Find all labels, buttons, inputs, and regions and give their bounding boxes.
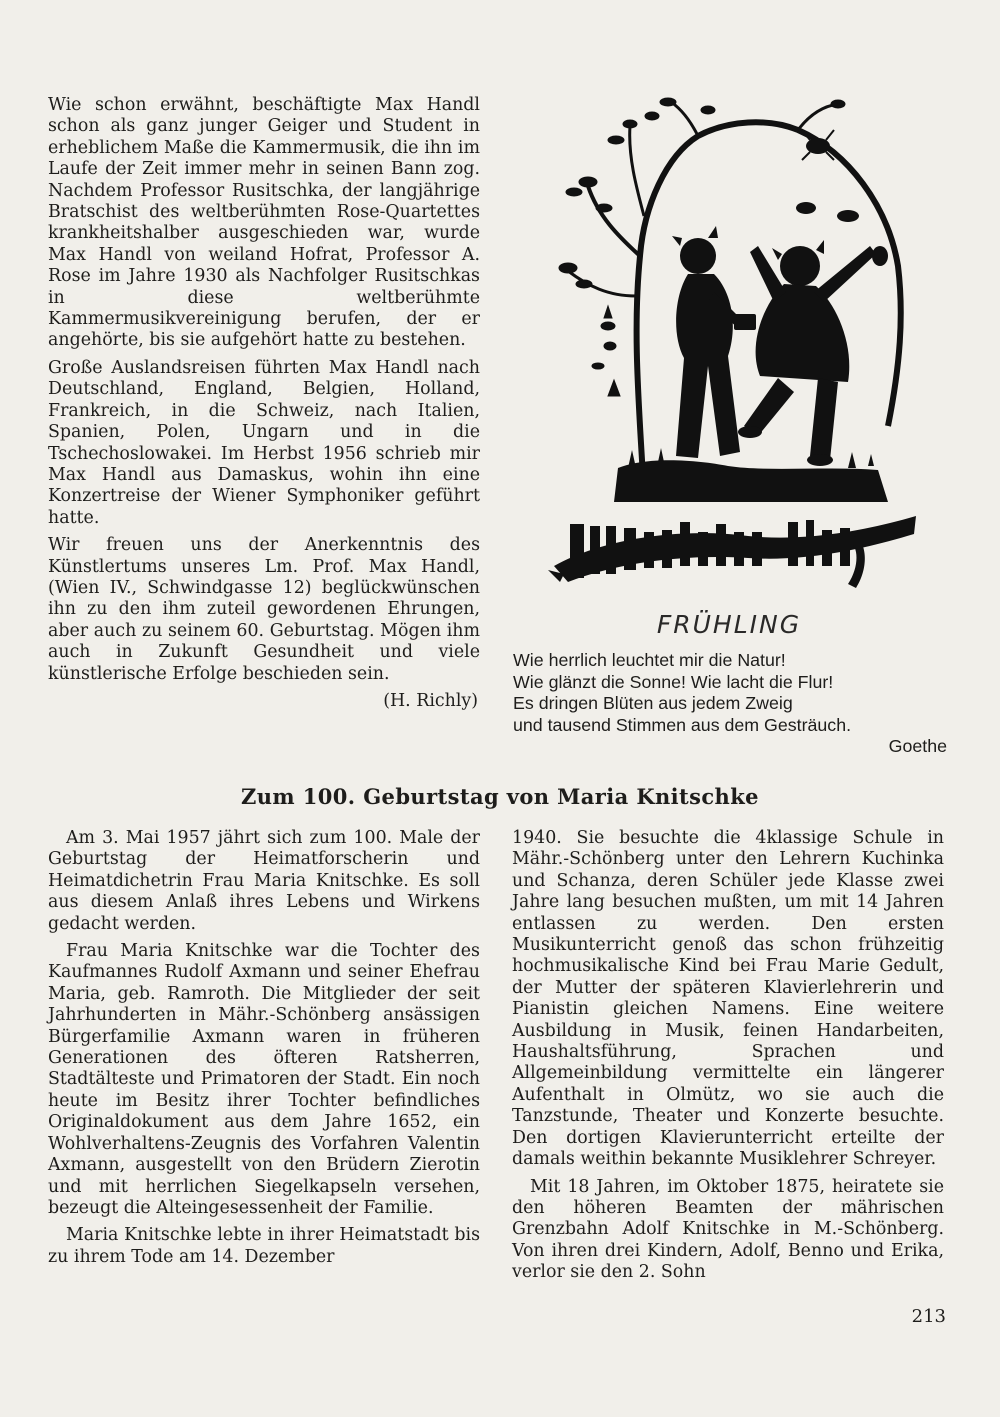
article-column-left [48, 828, 480, 1274]
max-handl-article [48, 95, 480, 712]
article-paragraph: Große Auslandsreisen führten Max Handl nach Deutschland, England, Belgien, Holland, Frankreich, in die Schweiz, nach Italien, Spanien, Polen, Ungarn und in die Tschechoslowakei. Im Herbst 1956 schrieb mir Max Handl aus Damaskus, wohin ihn eine Konzertreise der Wiener Symphoniker geführt hatte. [48, 357, 480, 528]
article-paragraph: Wie schon erwähnt, beschäftigte Max Handl schon als ganz junger Geiger und Student in erheblichem Maße die Kammermusik, die ihn im Laufe der Zeit immer mehr in seinen Bann zog. Nachdem Professor Rusitschka, der langjährige Bratschist des weltberühmten Rose-Quartettes krankheitshalber ausgeschieden war, wurde Max Handl von weiland Hofrat, Professor A. Rose im Jahre 1930 als Nachfolger Rusitschkas in diese weltberühmte Kammermusikvereinigung berufen, der er angehörte, bis sie aufgehört hatte zu bestehen. [48, 95, 480, 351]
children-dancing-icon [672, 226, 876, 466]
article-paragraph: Wir freuen uns der Anerkenntnis des Künstlertums unseres Lm. Prof. Max Handl, (Wien IV., Schwindgasse 12) beglückwünschen ihn zu den ihm zuteil gewordenen Ehrungen, aber auch zu seinem 60. Geburtstag. Mögen ihm auch in Zukunft Gesundheit und viele künstlerische Erfolge beschieden sein. [48, 535, 480, 684]
author-signature: (H. Richly) [383, 690, 478, 711]
poem-line: Wie glänzt die Sonne! Wie lacht die Flur! [513, 671, 834, 692]
poem-author: Goethe [888, 736, 947, 757]
poem-line: Es dringen Blüten aus jedem Zweig [513, 693, 793, 714]
article-paragraph: Frau Maria Knitschke war die Tochter des Kaufmannes Rudolf Axmann und seiner Ehefrau Maria, geb. Ramroth. Die Mitglieder der seit Jahrhunderten in Mähr.-Schönberg ansässigen Bürgerfamilie Axmann waren in früheren Generationen des öfteren Ratsherren, Stadtälteste und Primatoren der Stadt. Ein noch heute im Besitz ihrer Tochter befindliches Originaldokument aus dem Jahre 1652, ein Wohlverhaltens-Zeugnis des Vorfahren Valentin Axmann, ausgestellt von den Brüdern Zierotin und mit herrlichen Siegelkapseln versehen, bezeugt die Alteingesessenheit der Familie. [48, 941, 480, 1218]
silhouette-illustration [548, 96, 920, 606]
poem-line: Wie herrlich leuchtet mir die Natur! [513, 650, 786, 670]
poem [513, 650, 947, 758]
article-paragraph: Am 3. Mai 1957 jährt sich zum 100. Male der Geburtstag der Heimatforscherin und Heimatdichetrin Frau Maria Knitschke. Es soll aus diesem Anlaß ihres Lebens und Wirkens gedacht werden. [48, 828, 480, 934]
article-column-right [512, 828, 944, 1290]
maikaeferflug-lettering [548, 516, 916, 588]
page-number: 213 [911, 1306, 946, 1327]
article-title: Zum 100. Geburtstag von Maria Knitschke [241, 784, 759, 809]
poem-line: und tausend Stimmen aus dem Gesträuch. [513, 714, 852, 735]
article-paragraph: 1940. Sie besuchte die 4klassige Schule in Mähr.-Schönberg unter den Lehrern Kuchinka und Schanza, deren Schüler jede Klasse zwei Jahre lang besuchen mußten, um mit 14 Jahren entlassen zu werden. Den ersten Musikunterricht genoß das schon frühzeitig hochmusikalische Kind bei Frau Marie Gedult, der Mutter der späteren Klavierlehrerin und Pianistin gleichen Namens. Eine weitere Ausbildung in Musik, feinen Handarbeiten, Haushaltsführung, Sprachen und Allgemeinbildung vermittelte ein längerer Aufenthalt in Olmütz, wo sie auch die Tanzstunde, Theater und Konzerte besuchte. Den dortigen Klavierunterricht erteilte der damals weithin bekannte Musiklehrer Schreyer. [512, 828, 944, 1170]
article-paragraph: Mit 18 Jahren, im Oktober 1875, heiratete sie den höheren Beamten der mährischen Grenzbahn Adolf Knitschke in M.-Schönberg. Von ihren drei Kindern, Adolf, Benno und Erika, verlor sie den 2. Sohn [512, 1176, 944, 1283]
article-paragraph: Maria Knitschke lebte in ihrer Heimatstadt bis zu ihrem Tode am 14. Dezember [48, 1225, 480, 1267]
poem-heading: FRÜHLING [656, 610, 802, 639]
